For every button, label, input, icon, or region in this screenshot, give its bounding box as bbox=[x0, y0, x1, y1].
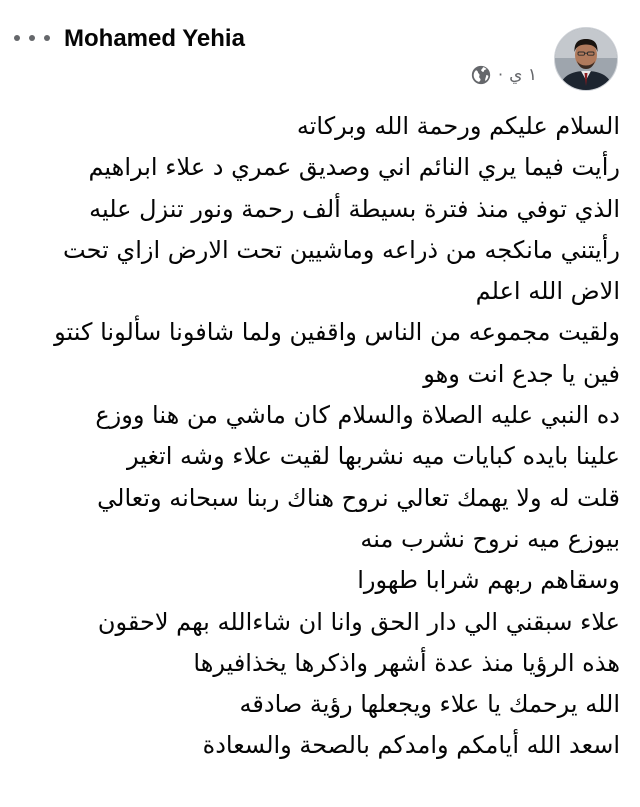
post-text-line: هذه الرؤيا منذ عدة أشهر واذكرها يخذافيرها bbox=[193, 648, 620, 677]
post-text-line: رأيتني مانكجه من ذراعه وماشيين تحت الارض ازاي تحت bbox=[63, 235, 620, 264]
more-dots-icon bbox=[44, 35, 50, 41]
post-text-line: اسعد الله أيامكم وامدكم بالصحة والسعادة bbox=[202, 731, 620, 760]
avatar[interactable] bbox=[554, 27, 618, 91]
post-text-line: علينا بايده كبايات ميه نشربها لقيت علاء وشه اتغير bbox=[126, 442, 620, 471]
post-text-line: ولقيت مجموعه من الناس واقفين ولما شافونا سألونا كنتو bbox=[54, 318, 620, 347]
post-text bbox=[20, 106, 620, 767]
post-text-line: الاض الله اعلم bbox=[475, 277, 620, 306]
globe-icon bbox=[470, 64, 492, 86]
post-text-line: بيوزع ميه نروح نشرب منه bbox=[360, 524, 620, 553]
more-dots-icon bbox=[14, 35, 20, 41]
more-options-button[interactable] bbox=[14, 26, 50, 50]
meta-separator: · bbox=[498, 65, 504, 84]
post-text-line: رأيت فيما يري النائم اني وصديق عمري د علاء ابراهيم bbox=[88, 153, 620, 182]
post-text-line: الله يرحمك يا علاء ويجعلها رؤية صادقه bbox=[239, 690, 620, 719]
post-text-line: قلت له ولا يهمك تعالي نروح هناك ربنا سبحانه وتعالي bbox=[97, 483, 620, 512]
author-name[interactable]: Mohamed Yehia bbox=[64, 25, 245, 52]
avatar-image bbox=[555, 28, 617, 90]
post-text-line: فين يا جدع انت وهو bbox=[423, 359, 620, 388]
post-text-line: علاء سبقني الي دار الحق وانا ان شاءالله بهم لاحقون bbox=[97, 607, 620, 636]
post-text-line: السلام عليكم ورحمة الله وبركاته bbox=[296, 112, 620, 140]
post-text-line: الذي توفي منذ فترة بسيطة ألف رحمة ونور تنزل عليه bbox=[89, 194, 620, 223]
post-text-line: ده النبي عليه الصلاة والسلام كان ماشي من هنا ووزع bbox=[95, 401, 620, 430]
post-meta bbox=[470, 62, 537, 88]
more-dots-icon bbox=[29, 35, 35, 41]
post-timestamp[interactable]: ١ ي bbox=[509, 65, 537, 85]
post-header bbox=[0, 0, 640, 100]
post-text-line: وسقاهم ربهم شرابا طهورا bbox=[357, 566, 620, 595]
